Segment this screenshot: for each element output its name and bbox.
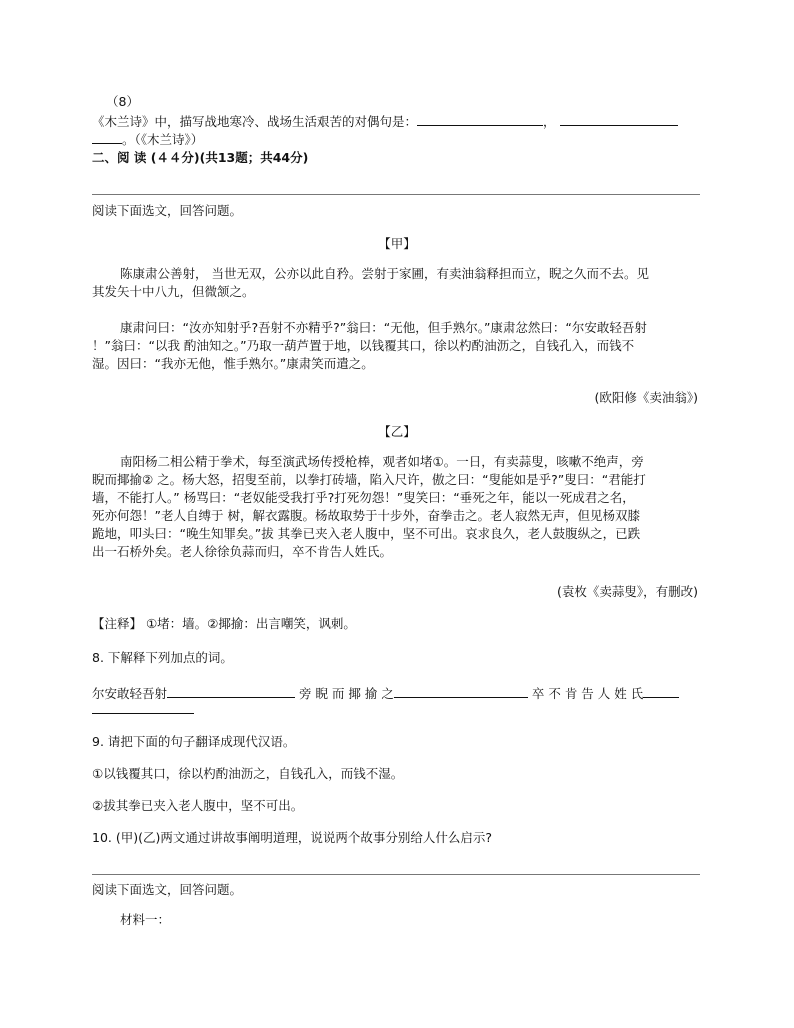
q8-blank-2[interactable]: [394, 684, 528, 698]
divider: [92, 874, 700, 875]
q8-word-3: 卒 不 肯 告 人 姓 氏: [531, 686, 644, 701]
q9-sentence-2: ②拔其拳已夹入老人腹中，坚不可出。: [92, 798, 304, 813]
q8-blank-1[interactable]: [167, 684, 295, 698]
passage-intro: 阅读下面选文，回答问题。: [92, 203, 243, 218]
q8-prompt: 8. 下解释下列加点的词。: [92, 650, 233, 665]
jia-p2-line: 康肃问曰：“汝亦知射乎?吾射不亦精乎?”翁曰：“无他，但手熟尔。”康肃忿然曰：“尔安敢轻吾射: [120, 320, 647, 335]
question-number: （8）: [106, 94, 139, 109]
q8-word-2: 旁 睨 而 揶 揄 之: [299, 686, 394, 701]
jia-p2-line: 湿。因曰：“我亦无他，惟手熟尔。”康肃笑而遣之。: [92, 356, 374, 371]
jia-p1-line: 其发矢十中八九，但微颔之。: [92, 284, 255, 299]
yi-source: (袁枚《卖蒜叟》，有删改): [556, 584, 698, 599]
q8-blank-3[interactable]: [643, 684, 679, 698]
question-text-cont: [92, 130, 203, 148]
yi-line: 死亦何怨！”老人自缚于 树，解衣露腹。杨故取势于十步外，奋拳击之。老人寂然无声，但见杨双膝: [92, 508, 640, 523]
yi-line: 出一石桥外矣。老人徐徐负蒜而归，卒不肯告人姓氏。: [92, 544, 393, 559]
yi-line: 跪地，叩头曰：“晚生知罪矣。”拔 其拳已夹入老人腹中，坚不可出。哀求良久，老人鼓腹纵之，已跌: [92, 526, 641, 541]
passage-yi-title: 【乙】: [378, 424, 416, 439]
material-label: 材料一：: [120, 912, 171, 927]
yi-line: 睨而揶揄② 之。杨大怒，招叟至前，以拳打砖墙，陷入尺许，傲之曰：“叟能如是乎?”叟曰：“君能打: [92, 472, 646, 487]
question-text: [92, 112, 678, 130]
annotation-note: 【注释】 ①堵：墙。②揶揄：出言嘲笑，讽刺。: [92, 616, 356, 631]
answer-blank-2-cont[interactable]: [92, 130, 122, 144]
question-prompt: 《木兰诗》中，描写战地寒冷、战场生活艰苦的对偶句是：: [92, 114, 418, 129]
q8-word-1: 尔安敢轻吾射: [92, 686, 168, 701]
answer-blank-1[interactable]: [417, 112, 543, 126]
q9-prompt: 9. 请把下面的句子翻译成现代汉语。: [92, 734, 296, 749]
q9-sentence-1: ①以钱覆其口，徐以杓酌油沥之，自钱孔入，而钱不湿。: [92, 766, 404, 781]
passage2-intro: 阅读下面选文，回答问题。: [92, 882, 243, 897]
section-title: 二、阅 读 (４４分)(共13题；共44分): [92, 150, 309, 165]
jia-p2-line: ！”翁曰：“以我 酌油知之。”乃取一葫芦置于地，以钱覆其口，徐以杓酌油沥之，自钱孔入，而钱不: [92, 338, 635, 353]
passage-jia-title: 【甲】: [378, 236, 416, 251]
q10-prompt: 10. (甲)(乙)两文通过讲故事阐明道理，说说两个故事分别给人什么启示?: [92, 830, 492, 845]
jia-p1-line: 陈康肃公善射， 当世无双，公亦以此自矜。尝射于家圃，有卖油翁释担而立，睨之久而不去。见: [120, 266, 649, 281]
answer-blank-2[interactable]: [560, 112, 678, 126]
yi-line: 南阳杨二相公精于拳术，每至演武场传授枪棒，观者如堵①。一日，有卖蒜叟，咳嗽不绝声，旁: [120, 454, 644, 469]
comma: ，: [543, 114, 556, 129]
yi-line: 墙，不能打人。” 杨骂曰：“老奴能受我打乎?打死勿怨！”叟笑曰：“垂死之年，能以一死成君之名，: [92, 490, 635, 505]
divider: [92, 194, 700, 195]
question-source: 。（《木兰诗》）: [122, 132, 204, 147]
q8-blank-3-cont-row: [92, 700, 194, 718]
q8-blank-3-cont[interactable]: [92, 700, 194, 714]
jia-source: (欧阳修《卖油翁》): [594, 390, 698, 405]
